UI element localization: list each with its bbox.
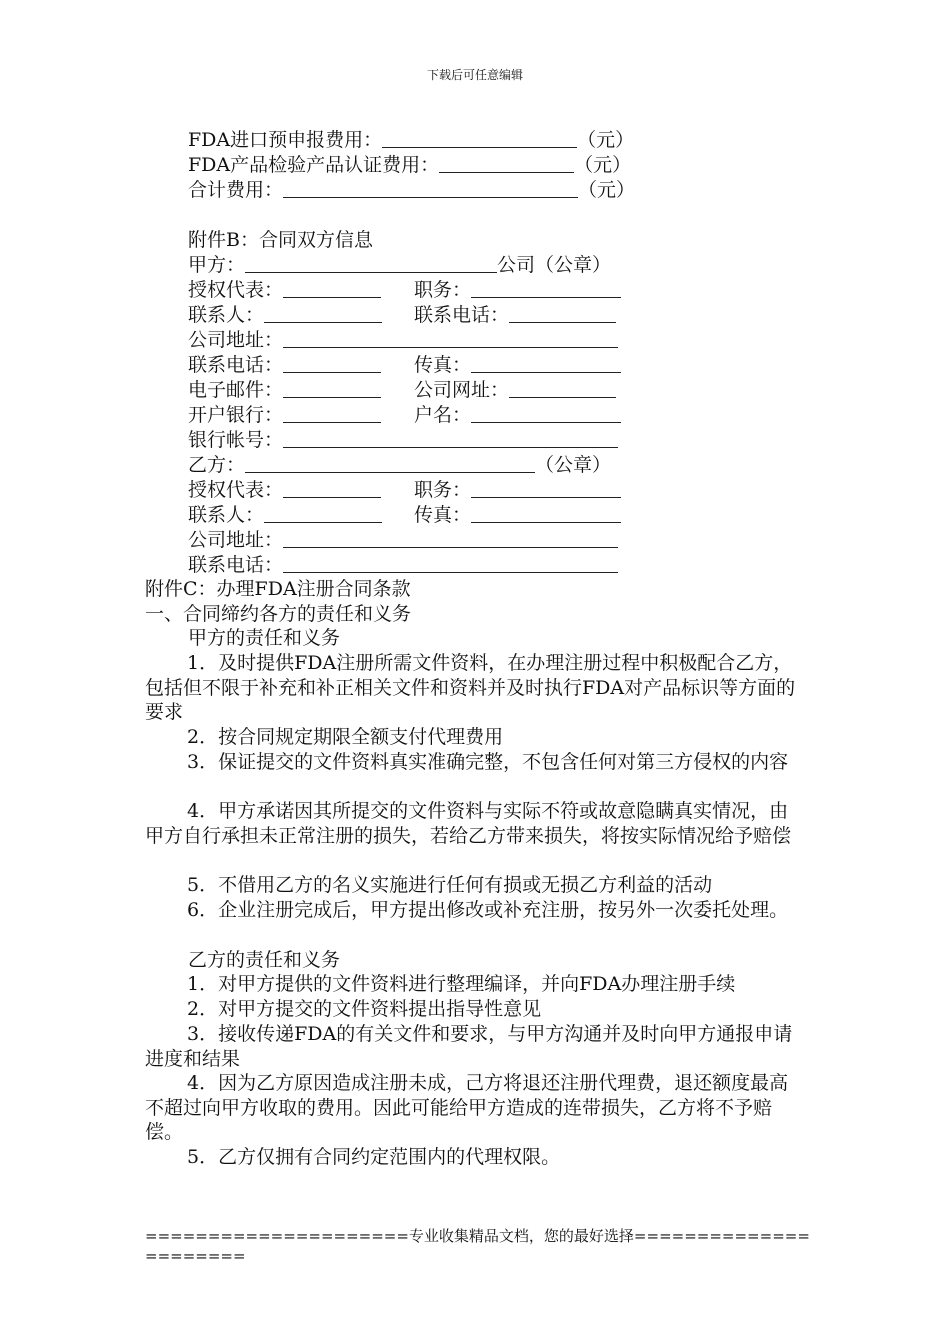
party-a-duties-heading: 甲方的责任和义务 xyxy=(188,627,341,649)
party-a-phone2-blank[interactable] xyxy=(509,304,616,323)
party-a-rep-label: 授权代表： xyxy=(188,279,284,301)
party-b-phone-line xyxy=(188,553,618,577)
party-a-duty-2: 2．按合同规定期限全额支付代理费用 xyxy=(187,726,504,748)
party-b-duty-4: 4．因为乙方原因造成注册未成，己方将退还注册代理费，退还额度最高不超过向甲方收取的费用。因此可能给甲方造成的连带损失，乙方将不予赔偿。 xyxy=(145,1072,789,1143)
party-a-line xyxy=(188,253,611,277)
annex-b-title: 附件B：合同双方信息 xyxy=(188,229,373,251)
party-a-duty-5: 5．不借用乙方的名义实施进行任何有损或无损乙方利益的活动 xyxy=(187,874,713,896)
party-b-duty-5: 5．乙方仅拥有合同约定范围内的代理权限。 xyxy=(187,1146,561,1168)
party-a-contact-line xyxy=(188,303,382,327)
party-b-fax-label: 传真： xyxy=(414,504,472,526)
party-a-account-name-blank[interactable] xyxy=(471,404,621,423)
fee-import-unit: （元） xyxy=(577,129,635,151)
party-a-contact-label: 联系人： xyxy=(188,304,265,326)
party-a-contact-blank[interactable] xyxy=(264,304,382,323)
party-a-phone-blank[interactable] xyxy=(283,354,381,373)
party-b-rep-blank[interactable] xyxy=(283,479,381,498)
party-a-website-blank[interactable] xyxy=(509,379,616,398)
party-a-rep-blank[interactable] xyxy=(283,279,381,298)
party-b-suffix: （公章） xyxy=(535,454,612,476)
party-a-account-line xyxy=(188,428,618,452)
party-b-position-label: 职务： xyxy=(414,479,472,501)
party-b-duty-2: 2．对甲方提交的文件资料提出指导性意见 xyxy=(187,998,542,1020)
fee-total-unit: （元） xyxy=(578,179,636,201)
party-a-email-label: 电子邮件： xyxy=(188,379,284,401)
party-a-bank-line xyxy=(188,403,381,427)
party-b-label: 乙方： xyxy=(188,454,246,476)
party-a-duty-6: 6．企业注册完成后，甲方提出修改或补充注册，按另外一次委托处理。 xyxy=(187,899,789,921)
fee-import-line xyxy=(188,128,634,152)
party-a-account-name-line xyxy=(414,403,621,427)
section-1-heading: 一、合同缔约各方的责任和义务 xyxy=(145,603,412,625)
fee-import-label: FDA进口预申报费用： xyxy=(188,129,383,151)
party-b-contact-label: 联系人： xyxy=(188,504,265,526)
party-b-contact-blank[interactable] xyxy=(264,504,382,523)
party-a-phone2-label: 联系电话： xyxy=(414,304,510,326)
fee-cert-blank[interactable] xyxy=(439,154,574,173)
fee-import-blank[interactable] xyxy=(382,129,577,148)
party-b-duties-heading: 乙方的责任和义务 xyxy=(188,949,341,971)
party-a-phone2-line xyxy=(414,303,616,327)
party-a-position-label: 职务： xyxy=(414,279,472,301)
party-a-email-blank[interactable] xyxy=(283,379,381,398)
party-a-duty-3: 3．保证提交的文件资料真实准确完整，不包含任何对第三方侵权的内容 xyxy=(187,751,789,773)
party-b-position-line xyxy=(414,478,621,502)
party-a-address-label: 公司地址： xyxy=(188,329,284,351)
party-a-blank[interactable] xyxy=(245,254,497,273)
party-b-rep-label: 授权代表： xyxy=(188,479,284,501)
party-a-suffix: 公司（公章） xyxy=(497,254,612,276)
party-b-duty-1: 1．对甲方提供的文件资料进行整理编译，并向FDA办理注册手续 xyxy=(187,973,736,995)
party-b-rep-line xyxy=(188,478,381,502)
party-b-address-line xyxy=(188,528,618,552)
party-b-duty-3: 3．接收传递FDA的有关文件和要求，与甲方沟通并及时向甲方通报申请进度和结果 xyxy=(145,1023,793,1070)
party-b-fax-line xyxy=(414,503,621,527)
fee-total-label: 合计费用： xyxy=(188,179,284,201)
party-a-website-line xyxy=(414,378,616,402)
party-b-address-label: 公司地址： xyxy=(188,529,284,551)
page-footer: =====================专业收集精品文档，您的最好选择====================== xyxy=(145,1227,810,1265)
fee-cert-unit: （元） xyxy=(574,154,632,176)
party-a-fax-label: 传真： xyxy=(414,354,472,376)
fee-total-line xyxy=(188,178,635,202)
fee-cert-line xyxy=(188,153,631,177)
party-b-position-blank[interactable] xyxy=(471,479,621,498)
party-a-position-line xyxy=(414,278,621,302)
party-a-bank-label: 开户银行： xyxy=(188,404,284,426)
party-a-account-label: 银行帐号： xyxy=(188,429,284,451)
party-b-phone-label: 联系电话： xyxy=(188,554,284,576)
fee-total-blank[interactable] xyxy=(283,179,578,198)
party-a-account-blank[interactable] xyxy=(283,429,618,448)
party-a-label: 甲方： xyxy=(188,254,246,276)
party-b-fax-blank[interactable] xyxy=(471,504,621,523)
party-b-contact-line xyxy=(188,503,382,527)
party-b-phone-blank[interactable] xyxy=(283,554,618,573)
fee-cert-label: FDA产品检验产品认证费用： xyxy=(188,154,440,176)
party-a-duty-4: 4．甲方承诺因其所提交的文件资料与实际不符或故意隐瞒真实情况，由甲方自行承担未正常注册的损失，若给乙方带来损失，将按实际情况给予赔偿 xyxy=(145,800,792,847)
party-b-address-blank[interactable] xyxy=(283,529,618,548)
party-a-address-line xyxy=(188,328,618,352)
party-a-email-line xyxy=(188,378,381,402)
party-a-account-name-label: 户名： xyxy=(414,404,472,426)
party-a-fax-blank[interactable] xyxy=(471,354,621,373)
party-b-line xyxy=(188,453,611,477)
party-a-website-label: 公司网址： xyxy=(414,379,510,401)
party-a-rep-line xyxy=(188,278,381,302)
party-a-duty-1: 1．及时提供FDA注册所需文件资料，在办理注册过程中积极配合乙方，包括但不限于补充和补正相关文件和资料并及时执行FDA对产品标识等方面的要求 xyxy=(145,652,796,723)
party-b-blank[interactable] xyxy=(245,454,535,473)
party-a-fax-line xyxy=(414,353,621,377)
party-a-position-blank[interactable] xyxy=(471,279,621,298)
party-a-address-blank[interactable] xyxy=(283,329,618,348)
party-a-phone-line xyxy=(188,353,381,377)
party-a-bank-blank[interactable] xyxy=(283,404,381,423)
party-a-phone-label: 联系电话： xyxy=(188,354,284,376)
page-header: 下载后可任意编辑 xyxy=(426,68,523,82)
annex-c-title: 附件C：办理FDA注册合同条款 xyxy=(145,578,411,600)
